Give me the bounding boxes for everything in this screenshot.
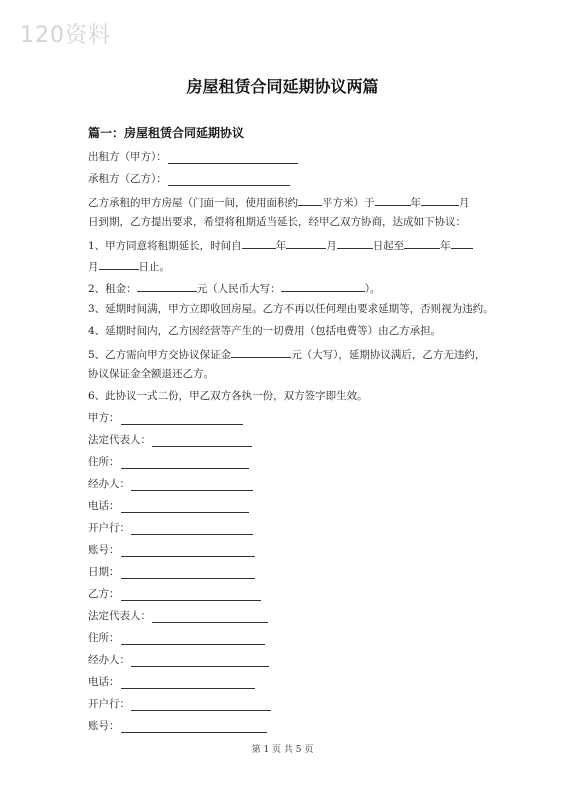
end-day-blank xyxy=(99,258,139,270)
lessor-label: 出租方（甲方）： xyxy=(88,151,167,163)
party-a-rep-label: 法定代表人： xyxy=(88,434,151,446)
intro-text: 年 xyxy=(410,197,421,209)
party-a-phone-blank xyxy=(121,501,249,513)
party-b-phone-blank xyxy=(121,677,255,689)
intro-line-2 xyxy=(88,215,481,229)
page-footer: 第 1 页 共 5 页 xyxy=(251,745,314,755)
party-b-bank-line xyxy=(88,697,481,711)
party-a-date-label: 日期： xyxy=(88,566,120,578)
party-b-rep-blank xyxy=(152,611,268,623)
party-a-bank-line xyxy=(88,521,481,535)
party-a-line xyxy=(88,411,481,425)
watermark-logo: 120资料 xyxy=(20,23,111,48)
party-a-date-blank xyxy=(121,567,255,579)
party-a-bank-label: 开户行： xyxy=(88,522,130,534)
lessee-blank xyxy=(168,174,290,186)
clause-text: 元（人民币大写： xyxy=(196,283,281,295)
clause-5-line-1 xyxy=(88,346,486,362)
end-year-blank xyxy=(404,237,440,249)
party-b-agent-label: 经办人： xyxy=(88,654,130,666)
clause-5-line-2: 协议保证金全额退还乙方。 xyxy=(88,368,214,380)
party-b-address-blank xyxy=(121,633,265,645)
month-blank xyxy=(421,194,459,206)
intro-text: 乙方承租的甲方房屋（门面一间，使用面积约 xyxy=(88,197,298,209)
party-b-line xyxy=(88,587,481,601)
party-b-rep-label: 法定代表人： xyxy=(88,610,151,622)
intro-text: 平方米）于 xyxy=(322,197,375,209)
party-a-address-line xyxy=(88,455,481,469)
party-a-account-blank xyxy=(121,545,255,557)
party-b-rep-line xyxy=(88,609,481,623)
lessor-blank xyxy=(168,152,298,164)
party-b-account-label: 账号： xyxy=(88,720,120,732)
end-month-blank-a xyxy=(451,237,473,249)
clause-text: 年 xyxy=(440,240,451,252)
party-a-phone-line xyxy=(88,499,481,513)
party-a-address-label: 住所： xyxy=(88,456,120,468)
party-a-account-line xyxy=(88,543,481,557)
clause-text: ）。 xyxy=(364,283,381,295)
document-title: 房屋租赁合同延期协议两篇 xyxy=(186,77,379,96)
clause-text: 1、甲方同意将租期延长，时间自 xyxy=(88,240,242,252)
clause-1-line-2 xyxy=(88,258,481,274)
party-a-account-label: 账号： xyxy=(88,544,120,556)
party-b-bank-blank xyxy=(131,699,271,711)
lessee-line xyxy=(88,172,481,186)
start-month-blank xyxy=(286,237,326,249)
clause-text: 日起至 xyxy=(372,240,405,252)
clause-6: 6、此协议一式二份，甲乙双方各执一份，双方签字即生效。 xyxy=(88,390,368,402)
rent-amount-blank xyxy=(137,280,197,292)
clause-4: 4、延期时间内，乙方因经营等产生的一切费用（包括电费等）由乙方承担。 xyxy=(88,325,442,337)
clause-1-line-1 xyxy=(88,237,481,253)
party-b-address-line xyxy=(88,631,481,645)
lessee-label: 承租方（乙方）： xyxy=(88,173,167,185)
clause-text: 月 xyxy=(88,261,99,273)
party-b-label: 乙方： xyxy=(88,588,120,600)
year-blank xyxy=(375,194,411,206)
party-b-agent-blank xyxy=(131,655,269,667)
party-a-bank-blank xyxy=(131,523,253,535)
party-b-agent-line xyxy=(88,653,481,667)
intro-text: 日到期，乙方提出要求，希望将租期适当延长，经甲乙双方协商，达成如下协议： xyxy=(88,216,466,228)
party-a-address-blank xyxy=(121,457,249,469)
lessor-line xyxy=(88,150,481,164)
clause-text: 日止。 xyxy=(138,261,170,273)
party-b-bank-label: 开户行： xyxy=(88,698,130,710)
party-b-phone-label: 电话： xyxy=(88,676,120,688)
clause-2 xyxy=(88,280,481,296)
party-a-blank xyxy=(121,413,243,425)
party-b-phone-line xyxy=(88,675,481,689)
party-a-rep-line xyxy=(88,433,481,447)
clause-text: 5、乙方需向甲方交协议保证金 xyxy=(88,349,232,361)
party-b-blank xyxy=(121,589,261,601)
party-a-agent-line xyxy=(88,477,481,491)
party-a-phone-label: 电话： xyxy=(88,500,120,512)
rent-words-blank xyxy=(281,280,365,292)
clause-text: 元（大写），延期协议满后，乙方无违约， xyxy=(291,349,486,361)
intro-line-1 xyxy=(88,194,481,210)
party-a-date-line xyxy=(88,565,481,579)
party-a-agent-label: 经办人： xyxy=(88,478,130,490)
party-a-agent-blank xyxy=(131,479,253,491)
area-blank xyxy=(298,194,322,206)
clause-text: 2、租金： xyxy=(88,283,137,295)
clause-text: 年 xyxy=(275,240,287,252)
party-b-account-line xyxy=(88,719,481,733)
start-year-blank xyxy=(242,237,276,249)
party-a-label: 甲方： xyxy=(88,412,120,424)
deposit-blank xyxy=(231,346,291,358)
clause-text: 月 xyxy=(326,240,337,252)
clause-3: 3、延期时间满，甲方立即收回房屋。乙方不再以任何理由要求延期等，否则视为违约。 xyxy=(88,303,494,315)
intro-text: 月 xyxy=(459,197,470,209)
start-day-blank xyxy=(337,237,373,249)
party-b-account-blank xyxy=(121,721,267,733)
party-a-rep-blank xyxy=(152,435,252,447)
section-heading: 篇一：房屋租赁合同延期协议 xyxy=(88,126,245,140)
party-b-address-label: 住所： xyxy=(88,632,120,644)
